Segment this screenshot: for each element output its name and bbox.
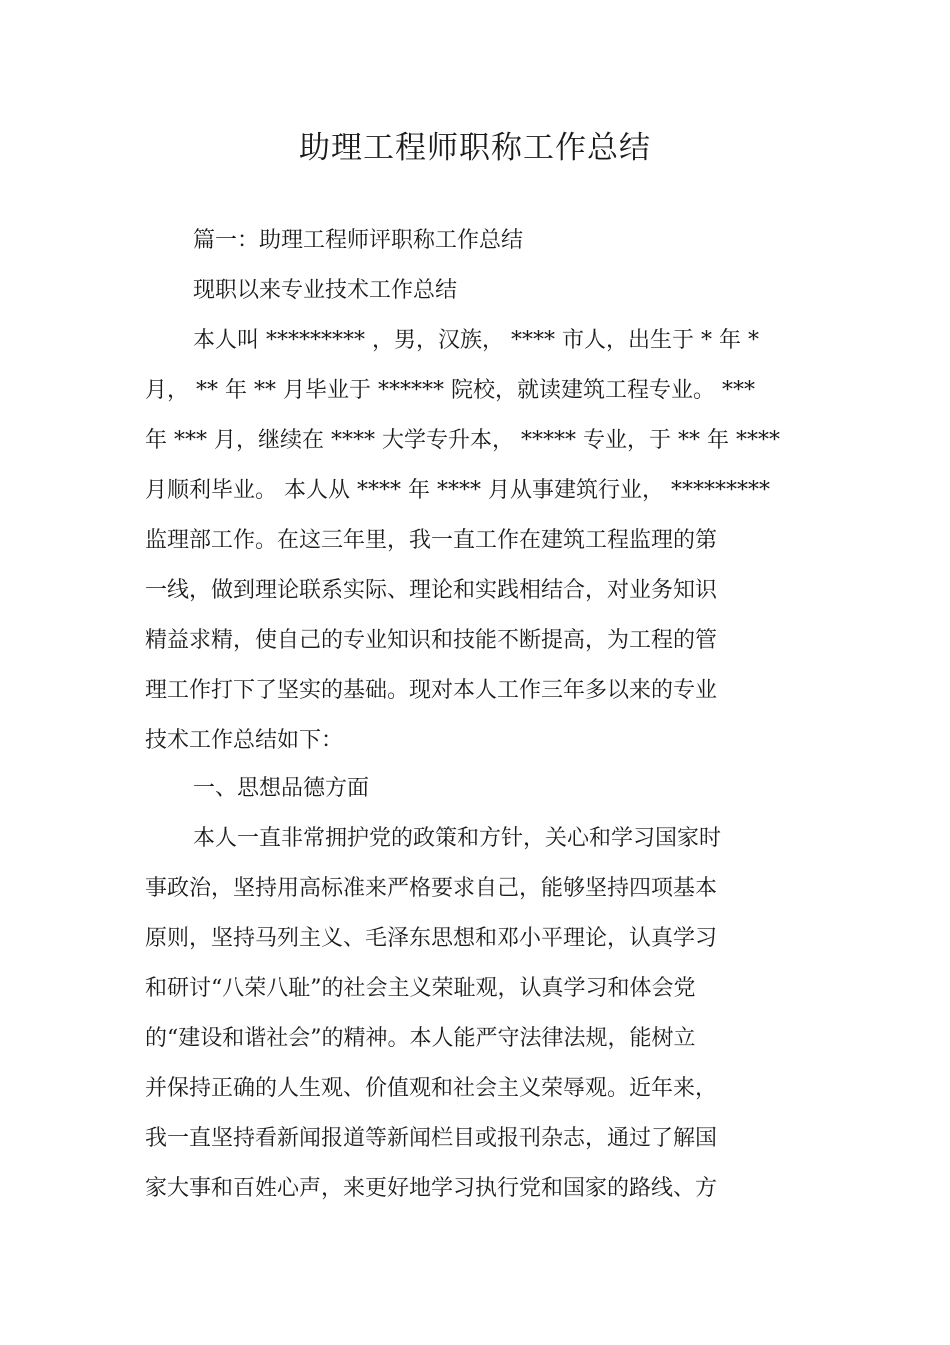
paragraph-line: 理工作打下了坚实的基础。现对本人工作三年多以来的专业 xyxy=(145,678,718,703)
paragraph-line: 我一直坚持看新闻报道等新闻栏目或报刊杂志，通过了解国 xyxy=(145,1126,718,1151)
paragraph-line: 事政治，坚持用高标准来严格要求自己，能够坚持四项基本 xyxy=(145,876,718,901)
paragraph-line: 家大事和百姓心声，来更好地学习执行党和国家的路线、方 xyxy=(145,1176,718,1201)
paragraph-line: 的“建设和谐社会”的精神。本人能严守法律法规，能树立 xyxy=(145,1026,696,1051)
document-title: 助理工程师职称工作总结 xyxy=(299,130,651,166)
paragraph-line: 原则，坚持马列主义、毛泽东思想和邓小平理论，认真学习 xyxy=(145,926,718,951)
paragraph-line: 监理部工作。在这三年里，我一直工作在建筑工程监理的第 xyxy=(145,528,718,553)
section-heading: 一、思想品德方面 xyxy=(193,776,370,801)
section-heading: 篇一：助理工程师评职称工作总结 xyxy=(193,228,524,253)
paragraph-line: 和研讨“八荣八耻”的社会主义荣耻观，认真学习和体会党 xyxy=(145,976,696,1001)
paragraph-line: 精益求精，使自己的专业知识和技能不断提高，为工程的管 xyxy=(145,628,718,653)
subheading: 现职以来专业技术工作总结 xyxy=(193,278,458,303)
paragraph-line: 并保持正确的人生观、价值观和社会主义荣辱观。近年来， xyxy=(145,1076,718,1101)
paragraph-line: 月顺利毕业。 本人从 **** 年 **** 月从事建筑行业， ********* xyxy=(145,478,770,503)
paragraph-line: 年 *** 月，继续在 **** 大学专升本， ***** 专业，于 ** 年 **** xyxy=(145,428,780,453)
paragraph-line: 技术工作总结如下： xyxy=(145,728,344,753)
paragraph-line: 一线，做到理论联系实际、理论和实践相结合，对业务知识 xyxy=(145,578,718,603)
paragraph-line: 本人叫 ********* ，男，汉族， **** 市人，出生于 * 年 * xyxy=(193,328,759,353)
paragraph-line: 本人一直非常拥护党的政策和方针，关心和学习国家时 xyxy=(193,826,722,851)
paragraph-line: 月， ** 年 ** 月毕业于 ****** 院校，就读建筑工程专业。 *** xyxy=(145,378,755,403)
